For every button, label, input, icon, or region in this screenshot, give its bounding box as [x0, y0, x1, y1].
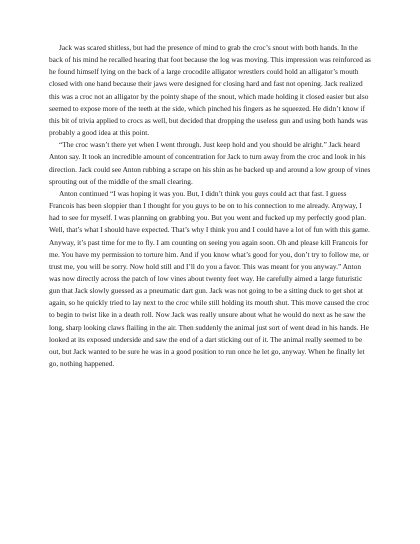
- paragraph-3: Anton continued “I was hoping it was you. But, I didn’t think you guys could act that fast. I guess Francois has been sloppier than I thought for you guys to be on to his connection to me already. Anyway, I had to see for myself. I was planning on grabbing you. But you went and fucked up my perfectly good plan. Well, that’s what I should have expected. That’s why I think you and I could have a lot of fun with this game. Anyway, it’s past time for me to fly. I am counting on seeing you again soon. Oh and please kill Francois for me. You have my permission to torture him. And if you know what’s good for you, don’t try to follow me, or trust me, you will be sorry. Now hold still and I’ll do you a favor. This was meant for you anyway.” Anton was now directly across the patch of low vines about twenty feet way. He carefully aimed a large futuristic gun that Jack slowly guessed as a pneumatic dart gun. Jack was not going to be a sitting duck to get shot at again, so he quickly tried to lay next to the croc while still holding its mouth shut. This move caused the croc to begin to twist like in a death roll. Now Jack was really unsure about what he would do next as he saw the long, sharp looking claws flailing in the air. Then suddenly the animal just sort of went dead in his hands. He looked at its exposed underside and saw the end of a dart sticking out of it. The animal really seemed to be out, but Jack wanted to be sure he was in a good position to run once he let go, anyway. When he finally let go, nothing happened.: [49, 188, 370, 369]
- paragraph-1: Jack was scared shitless, but had the presence of mind to grab the croc’s snout with both hands. In the back of his mind he recalled hearing that foot because the log was moving. This impression was reinforced as he found himself lying on the back of a large crocodile alligator wrestlers could hold an alligator’s mouth closed with one hand because their jaws were designed for closing hard and fast not opening. Jack realized this was a croc not an alligator by the pointy shape of the snout, which made holding it closed easier but also seemed to expose more of the teeth at the side, which pinched his fingers as he squeezed. He didn’t know if this bit of trivia applied to crocs as well, but decided that dropping the useless gun and using both hands was probably a good idea at this point.: [49, 43, 371, 138]
- body-text: [49, 42, 371, 370]
- paragraph-2: “The croc wasn’t there yet when I went through. Just keep hold and you should be alright.” Jack heard Anton say. It took an incredible amount of concentration for Jack to turn away from the croc and look in his direction. Jack could see Anton rubbing a scrape on his shin as he backed up and around a low group of vines sprouting out of the middle of the small clearing.: [49, 140, 371, 186]
